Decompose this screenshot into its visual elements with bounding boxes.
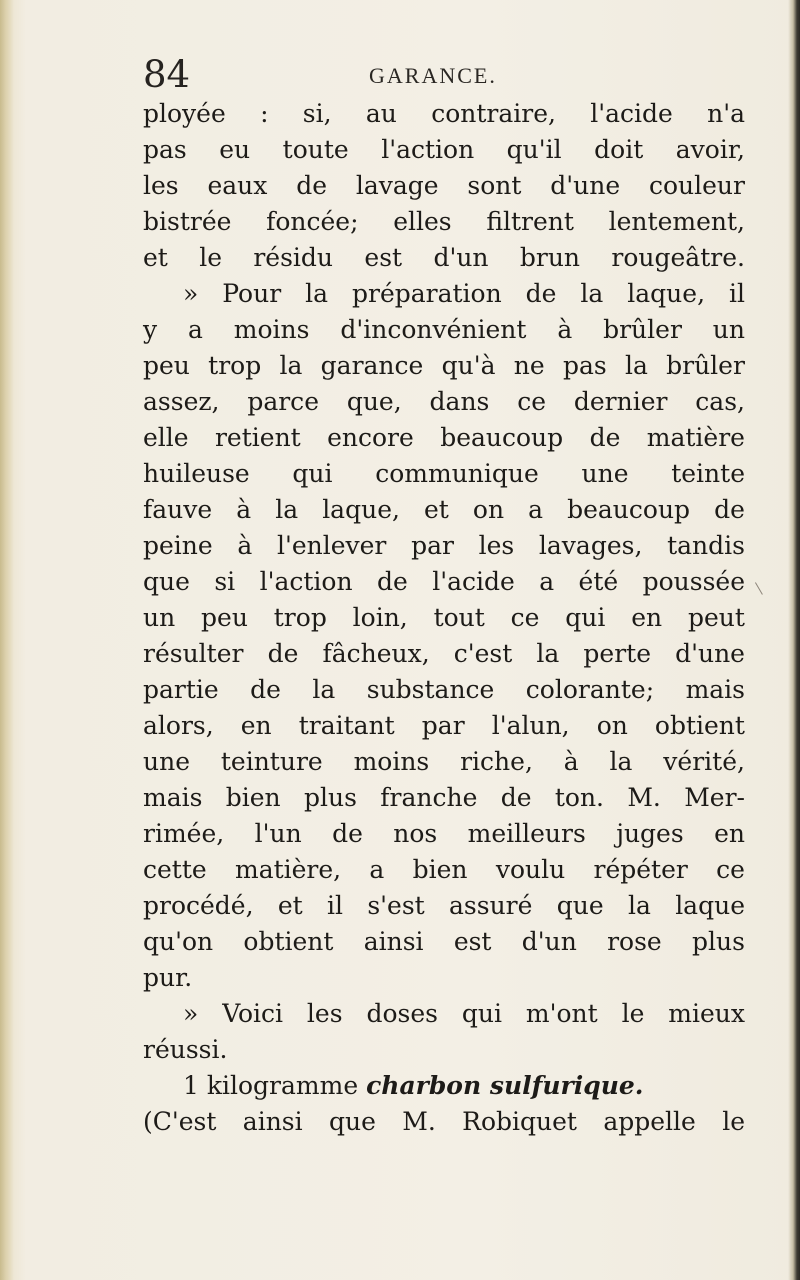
word: plus [304, 783, 357, 812]
word: brûler [666, 351, 745, 380]
text-line [143, 564, 745, 600]
word: a [188, 315, 203, 344]
word: mieux [668, 999, 745, 1028]
word: à [236, 495, 252, 524]
word: laque, [322, 495, 400, 524]
word: rougeâtre. [611, 243, 745, 272]
word: matière [646, 423, 745, 452]
word: répéter [593, 855, 688, 884]
word: cette [143, 855, 207, 884]
word: au [365, 99, 397, 128]
word: ce [716, 855, 745, 884]
word: rimée, [143, 819, 225, 848]
text-line [143, 384, 745, 420]
word: s'est [367, 891, 425, 920]
text-line [143, 348, 745, 384]
word: meilleurs [467, 819, 586, 848]
body-text [143, 96, 745, 1140]
word: perte [583, 639, 651, 668]
text-line [143, 636, 745, 672]
word: la [627, 891, 651, 920]
word: retient [214, 423, 301, 452]
word: qui [565, 603, 606, 632]
text-line [143, 744, 745, 780]
stray-ink-mark [755, 579, 768, 595]
word: traitant [298, 711, 395, 740]
word: mais [143, 783, 203, 812]
word: peut [687, 603, 745, 632]
word: obtient [243, 927, 334, 956]
word: ainsi [242, 1107, 303, 1136]
word: les [306, 999, 343, 1028]
word: l'action [259, 567, 353, 596]
word: c'est [453, 639, 513, 668]
word: d'un [433, 243, 489, 272]
word: il [327, 891, 344, 920]
word: lavages, [538, 531, 643, 560]
word: qui [461, 999, 502, 1028]
word: voulu [495, 855, 566, 884]
word: d'inconvénient [340, 315, 527, 344]
word: » [183, 279, 199, 308]
text-line [143, 996, 745, 1032]
word: » [183, 999, 199, 1028]
word: sont [467, 171, 522, 200]
word: doit [594, 135, 644, 164]
word: substance [366, 675, 495, 704]
word: d'une [675, 639, 745, 668]
text-line [143, 708, 745, 744]
word: peu [143, 351, 190, 380]
word: on [596, 711, 628, 740]
word: résidu [253, 243, 334, 272]
text-line [143, 240, 745, 276]
word: l'acide [432, 567, 515, 596]
word: les [478, 531, 515, 560]
word: bien [412, 855, 468, 884]
word: moins [353, 747, 430, 776]
word: bistrée [143, 207, 232, 236]
word: de [267, 639, 299, 668]
word: rose [607, 927, 662, 956]
word: beaucoup [567, 495, 691, 524]
word: poussée [642, 567, 745, 596]
word: assez, [143, 387, 220, 416]
word: peu [201, 603, 248, 632]
word: que [143, 567, 190, 596]
word: a [528, 495, 544, 524]
text-line [143, 1068, 745, 1104]
text-line [143, 1032, 745, 1068]
word: trop [208, 351, 262, 380]
word: eu [219, 135, 251, 164]
word: avoir, [675, 135, 745, 164]
text-line-content: réussi. [143, 1035, 228, 1064]
word: de [500, 783, 532, 812]
word: de [525, 279, 557, 308]
word: bien [225, 783, 281, 812]
word: la [279, 351, 303, 380]
word: laque [675, 891, 745, 920]
word: une [143, 747, 190, 776]
word: la [275, 495, 299, 524]
word: trop [273, 603, 327, 632]
word: l'action [381, 135, 475, 164]
word: un [712, 315, 745, 344]
word: ce [517, 387, 547, 416]
word: d'une [550, 171, 621, 200]
word: à [563, 747, 579, 776]
word: teinture [220, 747, 323, 776]
word: de [376, 567, 408, 596]
word: procédé, [143, 891, 254, 920]
word: doses [366, 999, 438, 1028]
word: ne [513, 351, 545, 380]
word: partie [143, 675, 219, 704]
word: la [609, 747, 633, 776]
word: M. [402, 1107, 436, 1136]
word: lentement, [608, 207, 745, 236]
word: la [536, 639, 560, 668]
word: qu'on [143, 927, 214, 956]
word: si [214, 567, 236, 596]
word: m'ont [525, 999, 598, 1028]
text-line [143, 672, 745, 708]
word: appelle [603, 1107, 696, 1136]
word: la [580, 279, 604, 308]
text-line [143, 456, 745, 492]
text-line [143, 96, 745, 132]
running-title: GARANCE. [369, 63, 497, 88]
word: le [722, 1107, 745, 1136]
word: elle [143, 423, 189, 452]
word: lavage [355, 171, 439, 200]
word: n'a [707, 99, 745, 128]
word: cas, [695, 387, 745, 416]
word: les [143, 171, 179, 200]
word: huileuse [143, 459, 250, 488]
word: ton. [554, 783, 604, 812]
word: y [143, 315, 158, 344]
word: pas [143, 135, 187, 164]
word: ainsi [363, 927, 424, 956]
text-line [143, 924, 745, 960]
word: d'un [521, 927, 577, 956]
word: un [143, 603, 176, 632]
word: communique [375, 459, 539, 488]
text-line [143, 132, 745, 168]
word: une [581, 459, 629, 488]
word: elles [393, 207, 452, 236]
text-line [143, 420, 745, 456]
word: qu'il [506, 135, 562, 164]
word: brun [519, 243, 581, 272]
word: l'un [254, 819, 302, 848]
word: que, [346, 387, 402, 416]
word: qu'à [441, 351, 496, 380]
word: à [557, 315, 573, 344]
word: a [539, 567, 555, 596]
word: brûler [603, 315, 682, 344]
word: garance [320, 351, 424, 380]
word: assuré [449, 891, 533, 920]
word: fâcheux, [322, 639, 430, 668]
word: vérité, [663, 747, 745, 776]
word: de [332, 819, 363, 848]
word: fauve [143, 495, 213, 524]
word: de [714, 495, 745, 524]
word: par [421, 711, 465, 740]
word: en [240, 711, 272, 740]
text-line [143, 1104, 745, 1140]
text-line [143, 528, 745, 564]
text-line-content: 1 kilogramme [183, 1071, 367, 1100]
word: dans [429, 387, 490, 416]
word: que [556, 891, 604, 920]
word: encore [327, 423, 414, 452]
word: Pour [222, 279, 282, 308]
word: juges [616, 819, 684, 848]
word: parce [247, 387, 319, 416]
word: moins [233, 315, 310, 344]
word: franche [380, 783, 478, 812]
word: il [728, 279, 745, 308]
word: et [424, 495, 449, 524]
text-line [143, 168, 745, 204]
word: foncée; [266, 207, 359, 236]
word: mais [685, 675, 745, 704]
word: en [714, 819, 745, 848]
word: laque, [627, 279, 706, 308]
word: la [624, 351, 648, 380]
word: colorante; [525, 675, 655, 704]
word: résulter [143, 639, 244, 668]
word: dernier [573, 387, 668, 416]
word: de [296, 171, 327, 200]
page-number: 84 [143, 53, 191, 96]
word: la [312, 675, 336, 704]
word: a [369, 855, 385, 884]
word: loin, [352, 603, 408, 632]
word: par [411, 531, 454, 560]
word: l'enlever [276, 531, 387, 560]
text-line [143, 276, 745, 312]
page-header [143, 52, 703, 98]
word: le [199, 243, 222, 272]
word: de [250, 675, 281, 704]
word: plus [692, 927, 745, 956]
word: ployée [143, 99, 226, 128]
text-line [143, 816, 745, 852]
text-line [143, 600, 745, 636]
word: et [143, 243, 168, 272]
word: nos [393, 819, 438, 848]
word: : [260, 99, 269, 128]
word: la [305, 279, 329, 308]
text-line [143, 312, 745, 348]
word: tandis [667, 531, 745, 560]
word: beaucoup [440, 423, 564, 452]
word: matière, [234, 855, 342, 884]
page-left-edge [0, 0, 14, 1280]
word: est [453, 927, 492, 956]
word: peine [143, 531, 213, 560]
word: et [277, 891, 303, 920]
text-line [143, 960, 745, 996]
word: est [364, 243, 403, 272]
text-line-content: pur. [143, 963, 193, 992]
word: qui [292, 459, 333, 488]
page-right-edge [788, 0, 800, 1280]
word: si, [302, 99, 332, 128]
word: préparation [351, 279, 502, 308]
word: à [237, 531, 253, 560]
word: couleur [648, 171, 745, 200]
word: (C'est [143, 1107, 217, 1136]
word: en [631, 603, 663, 632]
word: ce [510, 603, 540, 632]
word: on [472, 495, 505, 524]
word: riche, [460, 747, 533, 776]
text-line [143, 888, 745, 924]
word: Mer- [684, 783, 745, 812]
word: teinte [671, 459, 745, 488]
text-line [143, 780, 745, 816]
word: l'acide [590, 99, 673, 128]
word: que [328, 1107, 376, 1136]
word: tout [433, 603, 485, 632]
word: toute [282, 135, 349, 164]
word: Voici [222, 999, 284, 1028]
text-line [143, 852, 745, 888]
text-line [143, 492, 745, 528]
word: M. [627, 783, 661, 812]
word: obtient [654, 711, 745, 740]
word: alors, [143, 711, 214, 740]
italic-term: charbon sulfurique. [366, 1071, 644, 1100]
word: filtrent [486, 207, 574, 236]
word: Robiquet [462, 1107, 577, 1136]
word: contraire, [431, 99, 556, 128]
text-line [143, 204, 745, 240]
word: de [589, 423, 621, 452]
word: le [621, 999, 645, 1028]
word: eaux [207, 171, 268, 200]
word: pas [562, 351, 607, 380]
word: l'alun, [491, 711, 570, 740]
word: été [578, 567, 619, 596]
